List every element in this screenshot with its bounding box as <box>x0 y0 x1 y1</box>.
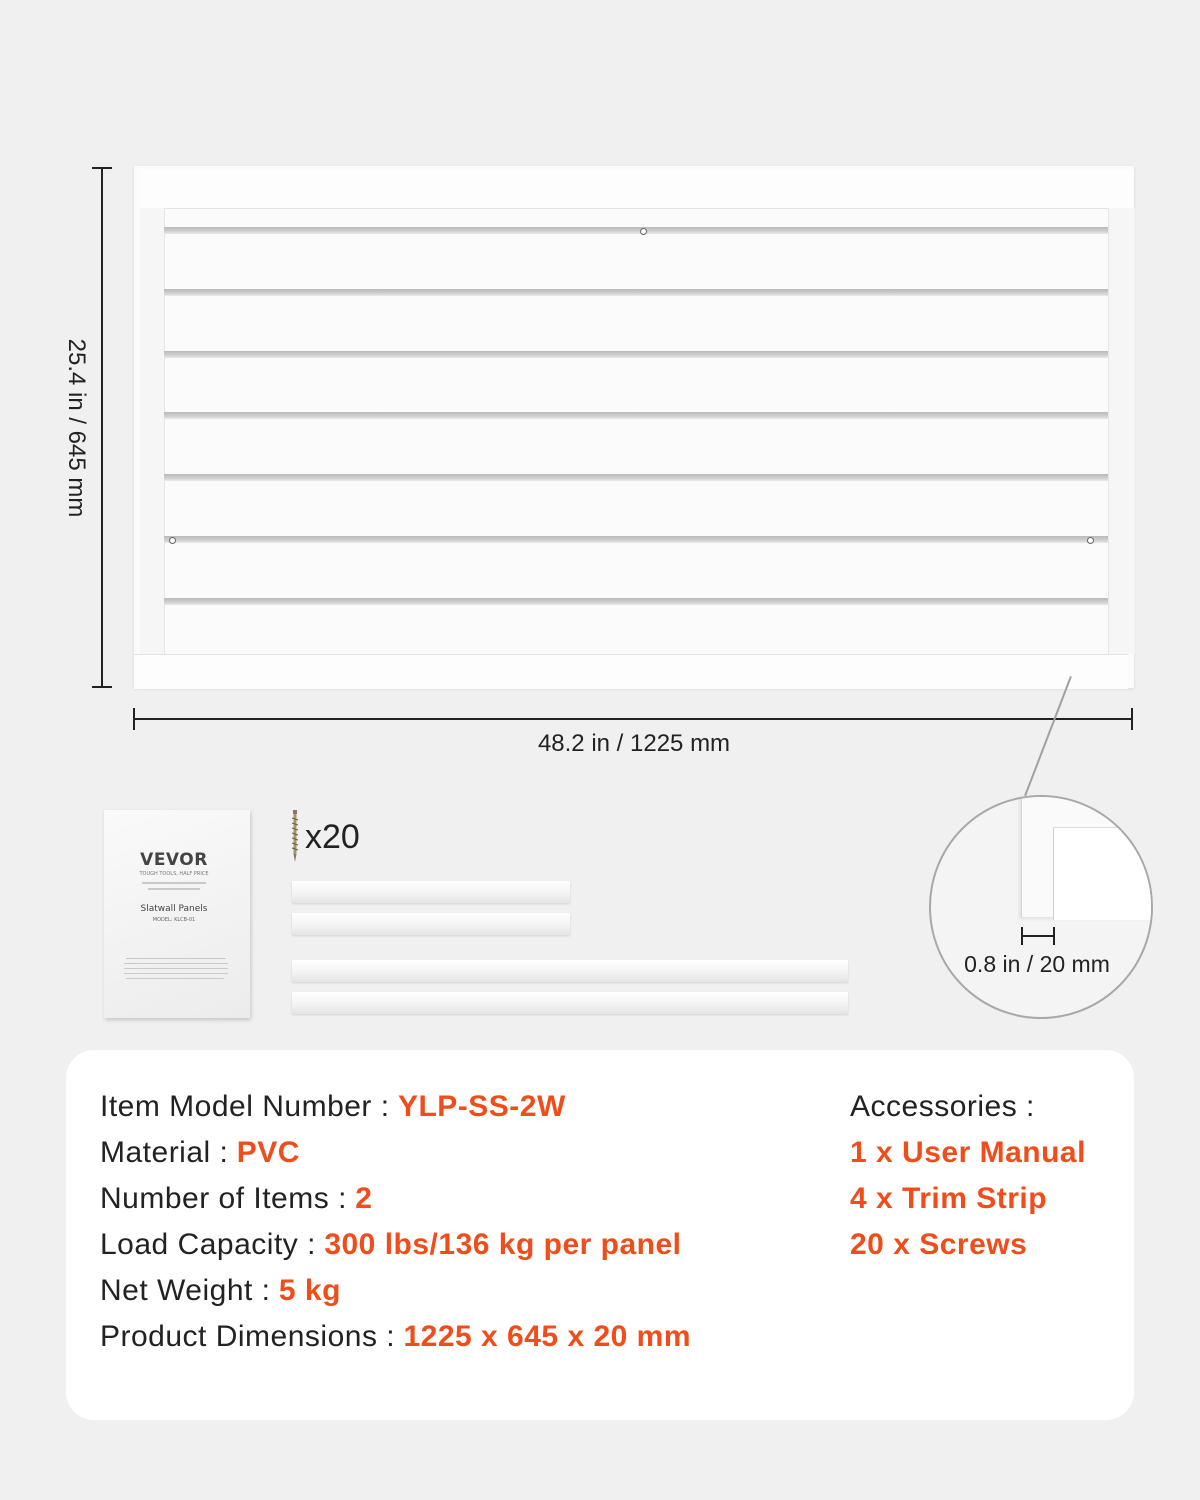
panel-right-trim <box>1108 208 1135 654</box>
spec-value: 2 <box>355 1182 373 1215</box>
trim-strip-image <box>292 913 570 935</box>
trim-strip-image <box>292 960 848 982</box>
spec-value: 5 kg <box>278 1274 341 1307</box>
zoom-trim-inner <box>1053 827 1153 920</box>
accessory-item: 4 x Trim Strip <box>850 1182 1048 1215</box>
trim-detail-zoom <box>929 795 1153 1019</box>
panel-groove <box>164 412 1108 419</box>
panel-groove <box>164 598 1108 605</box>
trim-strip-image <box>292 881 570 903</box>
screw-hole-icon <box>1087 537 1094 544</box>
height-dimension-cap <box>92 686 112 688</box>
width-dimension-cap <box>1131 708 1133 730</box>
spec-label: Product Dimensions : <box>100 1320 396 1353</box>
slatwall-panel-image <box>134 166 1134 688</box>
user-manual-image <box>104 810 250 1018</box>
spec-row-material <box>100 1136 300 1170</box>
spec-value: 300 lbs/136 kg per panel <box>324 1228 682 1261</box>
height-dimension-label: 25.4 in / 645 mm <box>63 338 90 518</box>
spec-row-dimensions <box>100 1320 691 1354</box>
height-dimension-cap <box>92 167 112 169</box>
accessory-item: 20 x Screws <box>850 1228 1028 1261</box>
screw-count-label: x20 <box>305 818 360 856</box>
thickness-dimension-label: 0.8 in / 20 mm <box>964 951 1110 977</box>
accessories-heading: Accessories : <box>850 1090 1035 1123</box>
spec-row-load <box>100 1228 682 1262</box>
manual-text-line <box>126 978 224 979</box>
zoom-leader-line <box>1024 676 1072 796</box>
manual-text-line <box>124 968 228 969</box>
spec-value: 1225 x 645 x 20 mm <box>403 1320 692 1353</box>
manual-text-line <box>124 973 228 974</box>
manual-text-line <box>142 882 206 884</box>
spec-label: Number of Items : <box>100 1182 347 1215</box>
manual-title: Slatwall Panels <box>140 904 208 914</box>
manual-tagline: TOUGH TOOLS, HALF PRICE <box>139 871 209 877</box>
manual-text-line <box>124 963 228 964</box>
accessory-item: 1 x User Manual <box>850 1136 1086 1169</box>
width-dimension-label: 48.2 in / 1225 mm <box>537 730 731 757</box>
manual-text-line <box>148 888 200 890</box>
width-dimension-line <box>134 718 1132 720</box>
spec-label: Item Model Number : <box>100 1090 390 1123</box>
panel-groove <box>164 474 1108 481</box>
panel-groove <box>164 536 1108 543</box>
spec-row-items <box>100 1182 372 1216</box>
manual-model: MODEL: KLCB-01 <box>152 917 196 923</box>
trim-strip-image <box>292 992 848 1014</box>
spec-label: Net Weight : <box>100 1274 271 1307</box>
panel-groove <box>164 351 1108 358</box>
height-dimension-line <box>101 168 103 688</box>
panel-bottom-trim <box>134 654 1128 689</box>
width-dimension-cap <box>133 708 135 730</box>
spec-label: Material : <box>100 1136 229 1169</box>
spec-label: Load Capacity : <box>100 1228 316 1261</box>
spec-row-weight <box>100 1274 341 1308</box>
manual-text-line <box>126 958 226 959</box>
spec-row-model <box>100 1090 566 1124</box>
panel-groove <box>164 227 1108 234</box>
screw-icon <box>290 810 300 862</box>
panel-groove <box>164 289 1108 296</box>
screw-hole-icon <box>169 537 176 544</box>
specs-card <box>66 1050 1134 1420</box>
manual-brand-logo: VEVOR <box>140 850 208 870</box>
screw-hole-icon <box>640 228 647 235</box>
panel-left-trim <box>140 208 165 654</box>
spec-value: YLP-SS-2W <box>397 1090 566 1123</box>
zoom-dimension-line <box>1021 935 1055 937</box>
spec-value: PVC <box>236 1136 300 1169</box>
panel-top-trim <box>140 170 1134 209</box>
